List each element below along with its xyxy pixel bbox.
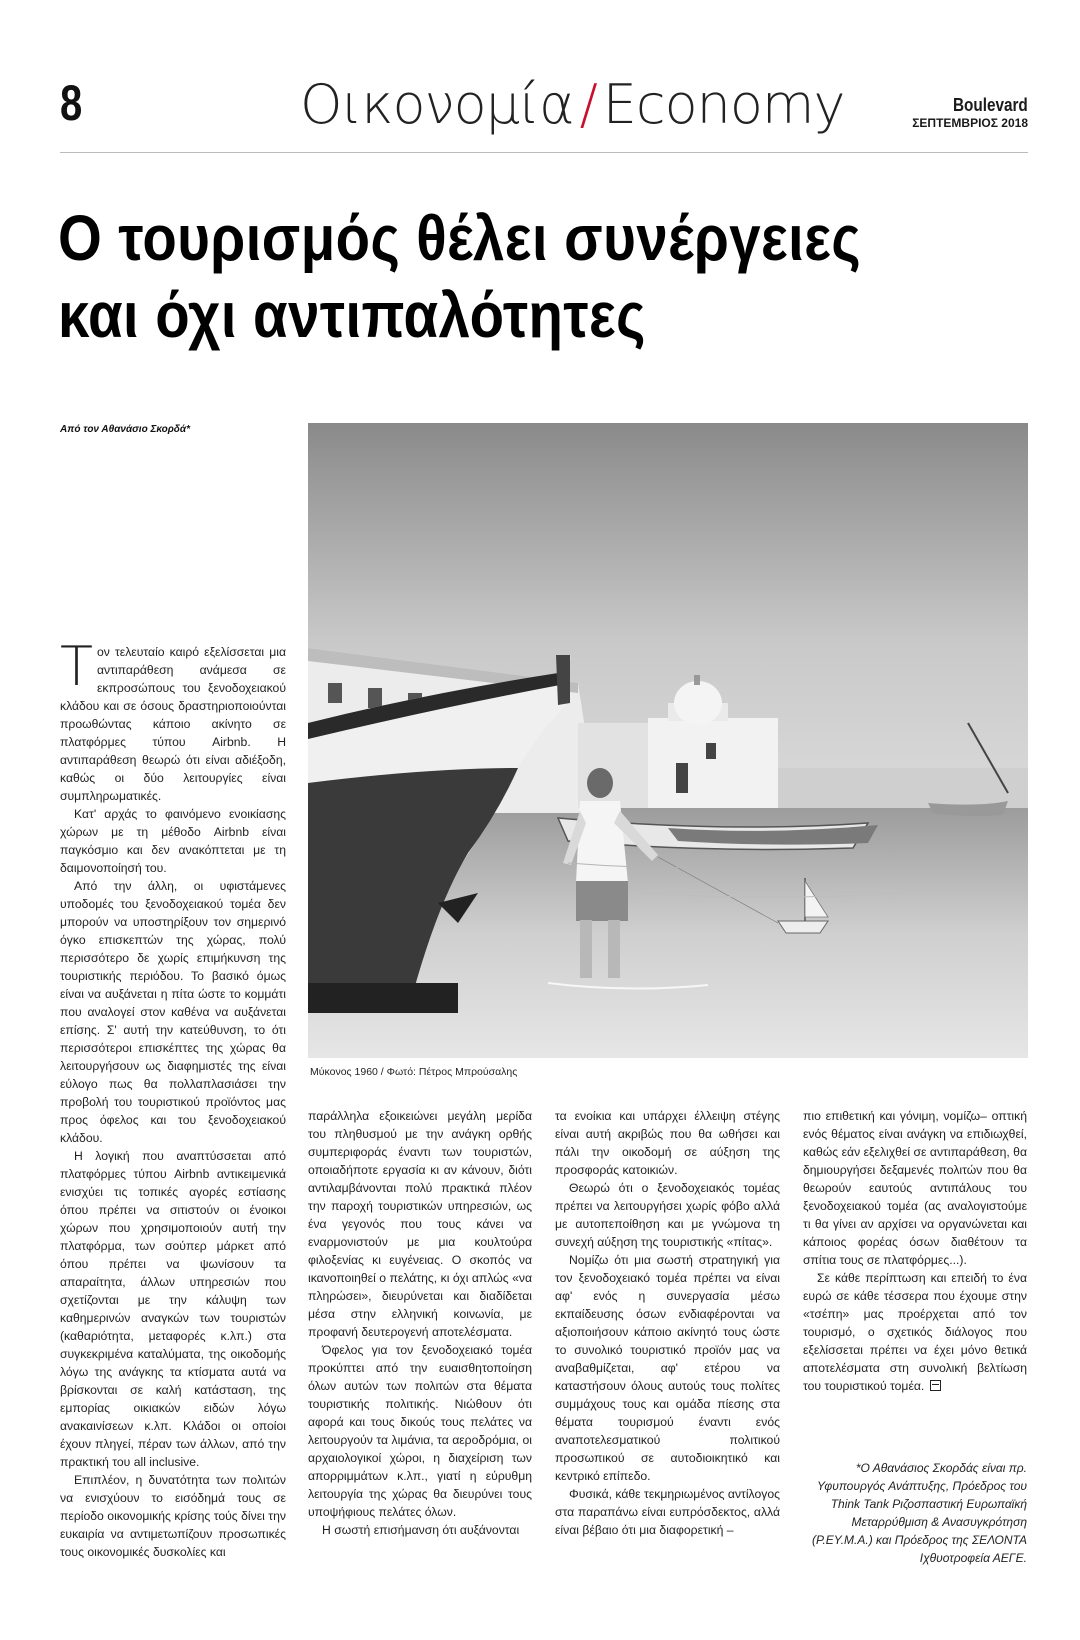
- section-title-greek: Οικονομία: [300, 73, 574, 136]
- paragraph: Φυσικά, κάθε τεκμηριωμένος αντίλογος στα παραπάνω είναι ευπρόσδεκτος, αλλά είναι βέβαιο ότι μια διαφορετική –: [555, 1487, 780, 1537]
- paragraph: πιο επιθετική και γόνιμη, νομίζω– οπτική ενός θέματος είναι ανάγκη να επιδιωχθεί, καθώς εάν εξελιχθεί σε αντιπαράθεση, θα δημιουργήσει δεξαμενές πολιτών που θα θεωρούν εαυτούς αντιπάλους του ξενοδοχειακού τομέα (ας αναλογιστούμε τι θα γίνει αν αρχίσει να οργανώνεται και κάποιος φορέας όσων διαθέτουν τα σπίτια τους σε πλατφόρμες...).: [803, 1109, 1027, 1267]
- masthead-brand: Boulevard: [953, 95, 1028, 115]
- article-column-4: [803, 1107, 1027, 1395]
- paragraph: Θεωρώ ότι ο ξενοδοχειακός τομέας πρέπει να λειτουργήσει χωρίς φόβο αλλά με αυτοπεποίθηση και με γνώμονα τη συνεχή αύξηση της τουριστικής «πίτας».: [555, 1181, 780, 1249]
- author-footnote: *Ο Αθανάσιος Σκορδάς είναι πρ. Υφυπουργός Ανάπτυξης, Πρόεδρος του Think Tank Ριζοσπαστική Ευρωπαϊκή Μεταρρύθμιση & Ανασυγκρότηση (Ρ.ΕΥ.Μ.Α.) και Πρόεδρος της ΣΕΛΟΝΤΑ Ιχθυοτροφεία ΑΕΓΕ.: [812, 1461, 1027, 1565]
- headline-line-2: και όχι αντιπαλότητες: [58, 278, 646, 351]
- paragraph: παράλληλα εξοικειώνει μεγάλη μερίδα του πληθυσμού με την ανάγκη ορθής συμπεριφοράς έναντι των τουριστών, οποιαδήποτε εργασία κι αν κάνουν, διότι αντιλαμβάνονται πολύ πρακτικά πλέον την παροχή τουριστικών υπηρεσιών, ως ένα γεγονός που τους κάνει να εναρμονιστούν με μια κουλτούρα φιλοξενίας κι ευγένειας. Ο σκοπός να ικανοποιηθεί ο πελάτης, κι όχι απλώς «να πληρώσει», διευρύνεται και διαδίδεται μέσα στην ελληνική κοινωνία, με προφανή δευτερογενή αποτελέσματα.: [308, 1109, 532, 1339]
- drop-cap: Τ: [60, 635, 93, 698]
- photo-caption: Μύκονος 1960 / Φωτό: Πέτρος Μπρούσαλης: [310, 1066, 518, 1078]
- masthead-issue-date: ΣΕΠΤΕΜΒΡΙΟΣ 2018: [912, 116, 1028, 130]
- article-column-1: [60, 635, 286, 1561]
- article-column-2: [308, 1107, 532, 1539]
- end-of-article-icon: [930, 1380, 941, 1391]
- paragraph: Κατ' αρχάς το φαινόμενο ενοικίασης χώρων με τη μέθοδο Airbnb είναι παγκόσμιο και δεν ανακόπτεται με τη δαιμονοποίησή του.: [60, 807, 286, 875]
- paragraph: Από την άλλη, οι υφιστάμενες υποδομές του ξενοδοχειακού τομέα δεν μπορούν να υποστηρίξουν τον σημερινό όγκο επισκεπτών της χώρας, πολύ περισσότερο δε χωρίς επιμήκυνση της τουριστικής περιόδου. Το βασικό όμως είναι να αυξάνεται η πίτα ώστε το κομμάτι που αναλογεί στον καθένα να αυξάνεται επίσης. Σ' αυτή την κατεύθυνση, το ότι περισσότεροι επισκέπτες της χώρας θα λειτουργήσουν ως διαφημιστές της είναι εύλογο πως θα πολλαπλασιάσει την προβολή του τουριστικού προϊόντος μας προς όφελος και του ξενοδοχειακού κλάδου.: [60, 879, 286, 1145]
- article-photo: [308, 423, 1028, 1058]
- paragraph-text: Σε κάθε περίπτωση και επειδή το ένα ευρώ σε κάθε τέσσερα που έχουμε στην «τσέπη» μας προέρχεται από τον τουρισμό, ο σχετικός διάλογος που εξελίσσεται πρέπει να έχει μόνο θετικά αποτελέσματα στη συνολική βελτίωση του τουριστικού τομέα.: [803, 1271, 1027, 1393]
- paragraph: [60, 635, 286, 805]
- section-title: [300, 73, 845, 136]
- paragraph: Νομίζω ότι μια σωστή στρατηγική για τον ξενοδοχειακό τομέα πρέπει να είναι αφ' ενός η συνεργασία μέσω εκπαίδευσης όσων ενδιαφέρονται να αξιοποιήσουν κάποιο ακίνητό τους ώστε το συνολικό τουριστικό προϊόν μας να αναβαθμίζεται, αφ' ετέρου να καταστήσουν όλους αυτούς τους πολίτες συμμάχους τους και ομάδα πίεσης στα θέματα τουρισμού έναντι ενός αναποτελεσματικού πολιτικού προσωπικού σε αυτοδιοικητικό και κεντρικό επίπεδο.: [555, 1253, 780, 1483]
- paragraph: Όφελος για τον ξενοδοχειακό τομέα προκύπτει από την ευαισθητοποίηση όλων αυτών των πολιτών στα θέματα τουριστικής πολιτικής. Νιώθουν ότι αφορά και τους δικούς τους πελάτες να λειτουργούν τα λιμάνια, τα αεροδρόμια, οι αρχαιολογικοί χώροι, η διαχείριση των απορριμμάτων κ.λπ., γιατί η εύρυθμη λειτουργία της χώρας θα διευρύνει τους υποψήφιους πελάτες όλων.: [308, 1343, 532, 1519]
- paragraph: [803, 1269, 1027, 1395]
- paragraph: Η σωστή επισήμανση ότι αυξάνονται: [322, 1523, 520, 1537]
- header-divider: [60, 152, 1028, 153]
- headline-line-1: Ο τουρισμός θέλει συνέργειες: [58, 202, 862, 274]
- paragraph-text: ον τελευταίο καιρό εξελίσσεται μια αντιπαράθεση ανάμεσα σε εκπροσώπους του ξενοδοχειακού κλάδου και σε όσους δραστηριοποιούνται προωθώντας κάποιο ακίνητο σε πλατφόρμες τύπου Airbnb. Η αντιπαράθεση θεωρώ ότι είναι αδιέξοδη, καθώς οι δύο λειτουργίες είναι συμπληρωματικές.: [60, 645, 286, 803]
- harbor-photo-illustration: [308, 423, 1028, 1058]
- section-title-english: Economy: [602, 73, 845, 136]
- page-number: 8: [60, 75, 83, 131]
- article-byline: Από τον Αθανάσιο Σκορδά*: [60, 424, 190, 435]
- section-title-separator: /: [579, 73, 597, 136]
- article-column-3: [555, 1107, 780, 1539]
- masthead: [912, 96, 1028, 130]
- paragraph: τα ενοίκια και υπάρχει έλλειψη στέγης είναι αυτή ακριβώς που θα ωθήσει και πάλι την οικοδομή σε αύξηση της προσφοράς κατοικιών.: [555, 1109, 780, 1177]
- paragraph: Η λογική που αναπτύσσεται από πλατφόρμες τύπου Airbnb αντικειμενικά ενισχύει τις τοπικές αγορές εστίασης όπου πρέπει να σιτιστούν οι ένοικοι χώρων που χρησιμοποιούν αυτή την πλατφόρμα, των σούπερ μάρκετ από όπου πρέπει να ψωνίσουν τα απαραίτητα, άλλων υπηρεσιών που σχετίζονται με την κάλυψη των καθημερινών αναγκών των τουριστών (καθαριότητα, μεταφορές κ.λπ.) στα συγκεκριμένα καταλύματα, της οικοδομής λόγω της ανάγκης τα κτίσματα αυτά να βρίσκονται σε καλή κατάσταση, της εμπορίας οικιακών ειδών λόγω ανακαινίσεων κ.λπ. Κλάδοι οι οποίοι έχουν πληγεί, πέραν των άλλων, από την πρακτική του all inclusive.: [60, 1149, 286, 1469]
- paragraph: Επιπλέον, η δυνατότητα των πολιτών να ενισχύουν το εισόδημά τους σε περίοδο οικονομικής κρίσης τούς δίνει την ευκαιρία να αντιμετωπίζουν προσωπικές τους οικονομικές δυσκολίες και: [60, 1473, 286, 1559]
- article-headline: [58, 200, 903, 354]
